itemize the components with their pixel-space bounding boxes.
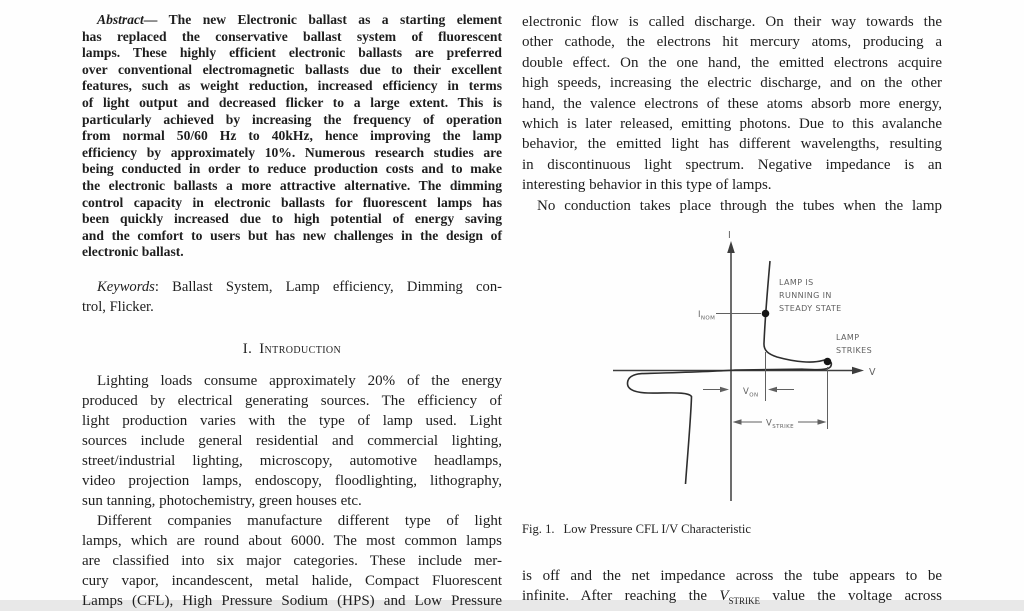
v-on-label: $V_{ON}$ xyxy=(743,387,759,399)
intro-paragraph-1 xyxy=(82,371,502,511)
i-axis-label: I xyxy=(728,230,732,242)
text-line: light production varies with the type of lamp used. Light xyxy=(82,412,502,429)
v-axis-label: V xyxy=(869,367,876,379)
text-line: the electronic ballasts a more attractive alternative. The dimming xyxy=(82,177,502,193)
left-column xyxy=(82,12,503,609)
steady-state-annotation: LAMP IS RUNNING IN STEADY STATE xyxy=(779,278,842,314)
figure-caption-text: Low Pressure CFL I/V Characteristic xyxy=(563,522,752,537)
text-line: other cathode, the electrons hit mercury atoms, producing a xyxy=(522,34,942,51)
continuation-line-2-pre: infinite. After reaching the xyxy=(522,588,720,605)
text-line: has replaced the conservative ballast system of fluorescent xyxy=(82,28,502,44)
keywords-paragraph xyxy=(82,277,502,317)
text-line: Lighting loads consume approximately 20% of the energy xyxy=(97,372,502,389)
text-line: in discontinuous light spectrum. Negative impedance is an xyxy=(522,156,942,173)
text-line: lamps, which are round about 6000. The most common lamps xyxy=(82,532,502,549)
intro-paragraph-2 xyxy=(82,511,502,611)
text-line: double effect. On the one hand, the emitted electrons acquire xyxy=(522,54,942,71)
text-line: particularly achieved by increasing the frequency of operation xyxy=(82,111,502,127)
text-line: are classified into six major categories. These include mer- xyxy=(82,552,502,569)
text-line: Lamps (CFL), High Pressure Sodium (HPS) and Low Pressure xyxy=(82,592,502,609)
text-line: video projection lamps, endoscopy, floodlighting, lithography, xyxy=(82,472,502,489)
text-line: electronic ballast. xyxy=(82,244,184,260)
text-line: Different companies manufacture different type of light xyxy=(97,512,502,529)
keywords-last-line: trol, Flicker. xyxy=(82,298,154,315)
continuation-line-1: is off and the net impedance across the tube appears to be xyxy=(522,568,942,585)
text-line: being conducted in order to reduce production costs and to make xyxy=(82,161,502,177)
iv-characteristic-plot xyxy=(610,231,892,513)
v-strike-inline-sub: STRIKE xyxy=(728,596,761,607)
figure-caption-label: Fig. 1. xyxy=(522,522,555,537)
text-line: cury vapor, incandescent, metal halide, Compact Fluorescent xyxy=(82,572,502,589)
abstract-first-line-text: The new Electronic ballast as a starting element xyxy=(168,12,503,27)
v-on-right-arrowhead xyxy=(768,387,777,393)
text-line: control capacity in electronic ballasts for fluorescent lamps has xyxy=(82,194,502,210)
section-heading-introduction xyxy=(82,341,502,358)
strike-dot xyxy=(824,358,832,366)
discharge-paragraph xyxy=(522,12,942,196)
lamp-strikes-annotation: LAMP STRIKES xyxy=(836,333,873,356)
text-line: sources include general residential and commercial lighting, xyxy=(82,432,502,449)
text-line: electronic flow is called discharge. On their way towards the xyxy=(522,14,942,30)
text-line: of light output and decreased flicker to a large extent. This is xyxy=(82,94,502,110)
section-title: Introduction xyxy=(259,340,342,357)
abstract-paragraph xyxy=(82,12,502,261)
abstract-body-lines xyxy=(82,29,502,261)
right-column xyxy=(522,12,942,607)
text-line: from normal 50/60 Hz to 40kHz, hence improving the lamp xyxy=(82,128,502,144)
v-strike-label: $V_{STRIKE}$ xyxy=(766,418,794,431)
text-line: street/industrial lighting, microscopy, automotive headlamps, xyxy=(82,452,502,469)
figure-caption xyxy=(522,522,942,537)
text-line: hand, the valence electrons of these atoms absorb more energy, xyxy=(522,95,942,112)
keywords-first-line-text: : Ballast System, Lamp efficiency, Dimming con- xyxy=(154,278,502,295)
text-line: efficiency by approximately 10%. Numerous research studies are xyxy=(82,144,502,160)
text-line: No conduction takes place through the tubes when the lamp xyxy=(537,197,942,214)
section-number: I. xyxy=(242,340,253,357)
abstract-first-line xyxy=(82,12,502,29)
abstract-lead: Abstract— xyxy=(97,12,158,27)
figure-1 xyxy=(610,231,892,513)
text-line: features, such as weight reduction, increased efficiency in terms xyxy=(82,78,502,94)
continuation-line-2-post: value the voltage across xyxy=(760,588,942,605)
text-line: behavior, the emitted light has different wavelengths, resulting xyxy=(522,136,942,153)
v-strike-right-arrowhead xyxy=(818,419,827,425)
continuation-line-2 xyxy=(522,586,942,606)
v-strike-inline-var: V xyxy=(719,588,729,605)
steady-state-dot xyxy=(762,310,770,318)
i-nom-label: $I_{NOM}$ xyxy=(698,310,716,322)
v-axis-arrow xyxy=(852,367,864,375)
v-on-left-arrowhead xyxy=(720,387,729,393)
text-line: lamps. These highly efficient electronic ballasts are preferred xyxy=(82,45,502,61)
i-axis-arrow xyxy=(727,241,735,253)
text-line: been quickly increased due to high potential of energy saving xyxy=(82,211,502,227)
keywords-lead: Keywords xyxy=(97,278,155,295)
continuation-paragraph xyxy=(522,566,942,607)
text-line: interesting behavior in this type of lamps. xyxy=(522,177,772,194)
text-line: sun tanning, photochemistry, green houses etc. xyxy=(82,492,362,509)
text-line: and the comfort to users but has new challenges in the design of xyxy=(82,227,502,243)
text-line: produced by electrical generating sources. The efficiency of xyxy=(82,392,502,409)
no-conduction-paragraph xyxy=(522,196,942,216)
text-line: which is later released, emitting photons. Due to this avalanche xyxy=(522,116,942,133)
text-line: high speeds, increasing the electric discharge, and on the other xyxy=(522,75,942,92)
keywords-first-line xyxy=(82,277,502,297)
text-line: over conventional electromagnetic ballasts due to their excellent xyxy=(82,61,502,77)
